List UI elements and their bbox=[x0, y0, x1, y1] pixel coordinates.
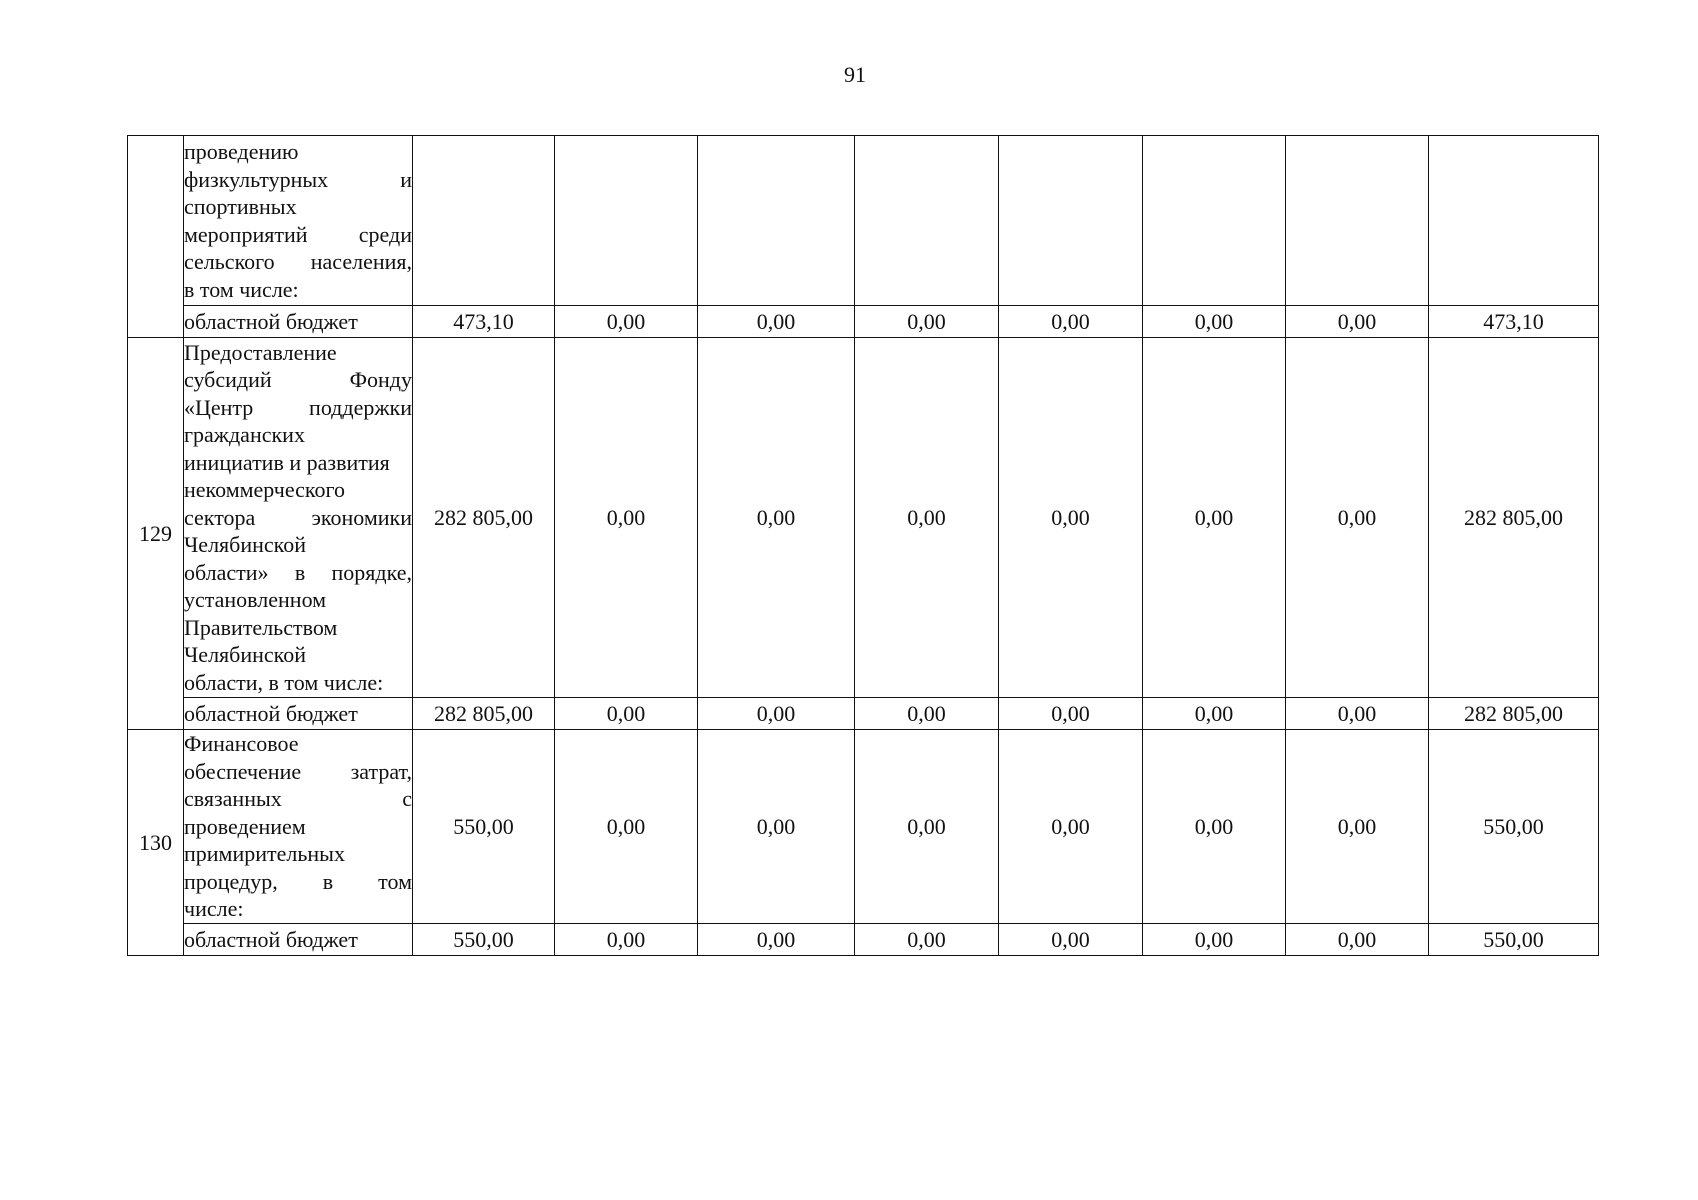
value-cell: 0,00 bbox=[698, 698, 855, 730]
table-row bbox=[128, 136, 1599, 306]
description-line bbox=[184, 559, 412, 587]
description-word: с bbox=[402, 786, 412, 812]
value-cell: 0,00 bbox=[855, 924, 999, 956]
description-line: области, в том числе: bbox=[184, 669, 384, 695]
value-cell: 0,00 bbox=[698, 730, 855, 924]
description-word: экономики bbox=[311, 504, 412, 530]
description-word: населения, bbox=[310, 249, 412, 274]
description-word: затрат, bbox=[350, 758, 412, 784]
table-row bbox=[128, 698, 1599, 730]
table-row bbox=[128, 306, 1599, 338]
description-line bbox=[184, 366, 412, 394]
description-word: «Центр bbox=[184, 394, 254, 420]
value-cell bbox=[999, 136, 1143, 306]
description-word: среди bbox=[358, 221, 412, 247]
value-cell: 0,00 bbox=[555, 730, 698, 924]
value-cell: 0,00 bbox=[555, 698, 698, 730]
description-word: сектора bbox=[184, 504, 256, 530]
value-cell: 0,00 bbox=[555, 338, 698, 698]
value-cell: 550,00 bbox=[1429, 730, 1599, 924]
value-cell: 282 805,00 bbox=[413, 338, 555, 698]
page-number: 91 bbox=[844, 62, 866, 87]
value-cell: 0,00 bbox=[698, 338, 855, 698]
value-cell: 0,00 bbox=[1143, 338, 1286, 698]
description-line bbox=[184, 504, 412, 532]
value-cell: 473,10 bbox=[1429, 306, 1599, 338]
description-line bbox=[184, 221, 412, 249]
description-word: связанных bbox=[184, 786, 282, 812]
row-description bbox=[184, 338, 413, 698]
description-word: обеспечение bbox=[184, 758, 302, 784]
value-cell: 0,00 bbox=[999, 306, 1143, 338]
description-word: поддержки bbox=[309, 394, 412, 420]
value-cell: 0,00 bbox=[555, 924, 698, 956]
description-line: числе: bbox=[184, 896, 244, 922]
value-cell: 0,00 bbox=[999, 338, 1143, 698]
value-cell: 0,00 bbox=[855, 698, 999, 730]
value-cell bbox=[855, 136, 999, 306]
funding-source: областной бюджет bbox=[184, 698, 413, 730]
value-cell bbox=[1143, 136, 1286, 306]
table-row bbox=[128, 924, 1599, 956]
value-cell: 0,00 bbox=[1286, 338, 1429, 698]
description-word: мероприятий bbox=[184, 221, 308, 247]
description-word: физкультурных bbox=[184, 166, 329, 192]
row-description bbox=[184, 136, 413, 306]
description-word: Фонду bbox=[349, 367, 412, 393]
value-cell: 0,00 bbox=[999, 698, 1143, 730]
budget-table bbox=[127, 135, 1599, 956]
description-word: том bbox=[378, 868, 412, 894]
table-row bbox=[128, 338, 1599, 698]
row-number: 129 bbox=[128, 338, 184, 730]
value-cell: 550,00 bbox=[1429, 924, 1599, 956]
description-line: Челябинской bbox=[184, 642, 307, 668]
row-description bbox=[184, 730, 413, 924]
value-cell: 0,00 bbox=[1143, 730, 1286, 924]
value-cell: 0,00 bbox=[698, 924, 855, 956]
description-line: проведением bbox=[184, 813, 306, 839]
value-cell bbox=[555, 136, 698, 306]
value-cell: 0,00 bbox=[855, 730, 999, 924]
description-line: Правительством bbox=[184, 614, 338, 640]
value-cell: 0,00 bbox=[999, 924, 1143, 956]
value-cell bbox=[1286, 136, 1429, 306]
value-cell bbox=[1429, 136, 1599, 306]
value-cell: 0,00 bbox=[1286, 924, 1429, 956]
description-line bbox=[184, 394, 412, 422]
description-line: некоммерческого bbox=[184, 477, 345, 503]
value-cell: 282 805,00 bbox=[1429, 338, 1599, 698]
value-cell: 282 805,00 bbox=[1429, 698, 1599, 730]
description-line bbox=[184, 868, 412, 896]
value-cell: 0,00 bbox=[1286, 698, 1429, 730]
description-word: порядке, bbox=[331, 559, 412, 585]
description-line: установленном bbox=[184, 587, 327, 613]
description-line: спортивных bbox=[184, 194, 297, 219]
value-cell: 282 805,00 bbox=[413, 698, 555, 730]
description-line: гражданских bbox=[184, 422, 305, 448]
description-line: инициатив и развития bbox=[184, 449, 390, 475]
description-line: примирительных bbox=[184, 841, 345, 867]
description-word: в bbox=[322, 868, 334, 894]
description-word: и bbox=[400, 166, 412, 192]
description-line: Предоставление bbox=[184, 339, 337, 365]
description-line: Челябинской bbox=[184, 532, 307, 558]
description-line: в том числе: bbox=[184, 276, 299, 302]
description-line bbox=[184, 248, 412, 276]
value-cell: 0,00 bbox=[1143, 306, 1286, 338]
value-cell: 0,00 bbox=[1143, 698, 1286, 730]
description-word: области» bbox=[184, 559, 269, 585]
description-line: Финансовое bbox=[184, 731, 299, 757]
value-cell: 0,00 bbox=[999, 730, 1143, 924]
description-word: субсидий bbox=[184, 367, 272, 393]
funding-source: областной бюджет bbox=[184, 924, 413, 956]
value-cell: 550,00 bbox=[413, 924, 555, 956]
row-number: 130 bbox=[128, 730, 184, 956]
value-cell: 473,10 bbox=[413, 306, 555, 338]
description-line bbox=[184, 758, 412, 786]
description-line bbox=[184, 166, 412, 194]
description-line bbox=[184, 785, 412, 813]
funding-source: областной бюджет bbox=[184, 306, 413, 338]
description-word: процедур, bbox=[184, 868, 278, 894]
description-line: проведению bbox=[184, 139, 299, 164]
value-cell: 0,00 bbox=[1286, 306, 1429, 338]
value-cell: 0,00 bbox=[555, 306, 698, 338]
table-row bbox=[128, 730, 1599, 924]
description-word: в bbox=[294, 559, 306, 585]
value-cell bbox=[413, 136, 555, 306]
description-word: сельского bbox=[184, 249, 275, 274]
row-number bbox=[128, 136, 184, 338]
value-cell: 0,00 bbox=[855, 338, 999, 698]
value-cell: 0,00 bbox=[1143, 924, 1286, 956]
value-cell: 0,00 bbox=[855, 306, 999, 338]
value-cell: 0,00 bbox=[1286, 730, 1429, 924]
value-cell bbox=[698, 136, 855, 306]
value-cell: 0,00 bbox=[698, 306, 855, 338]
value-cell: 550,00 bbox=[413, 730, 555, 924]
